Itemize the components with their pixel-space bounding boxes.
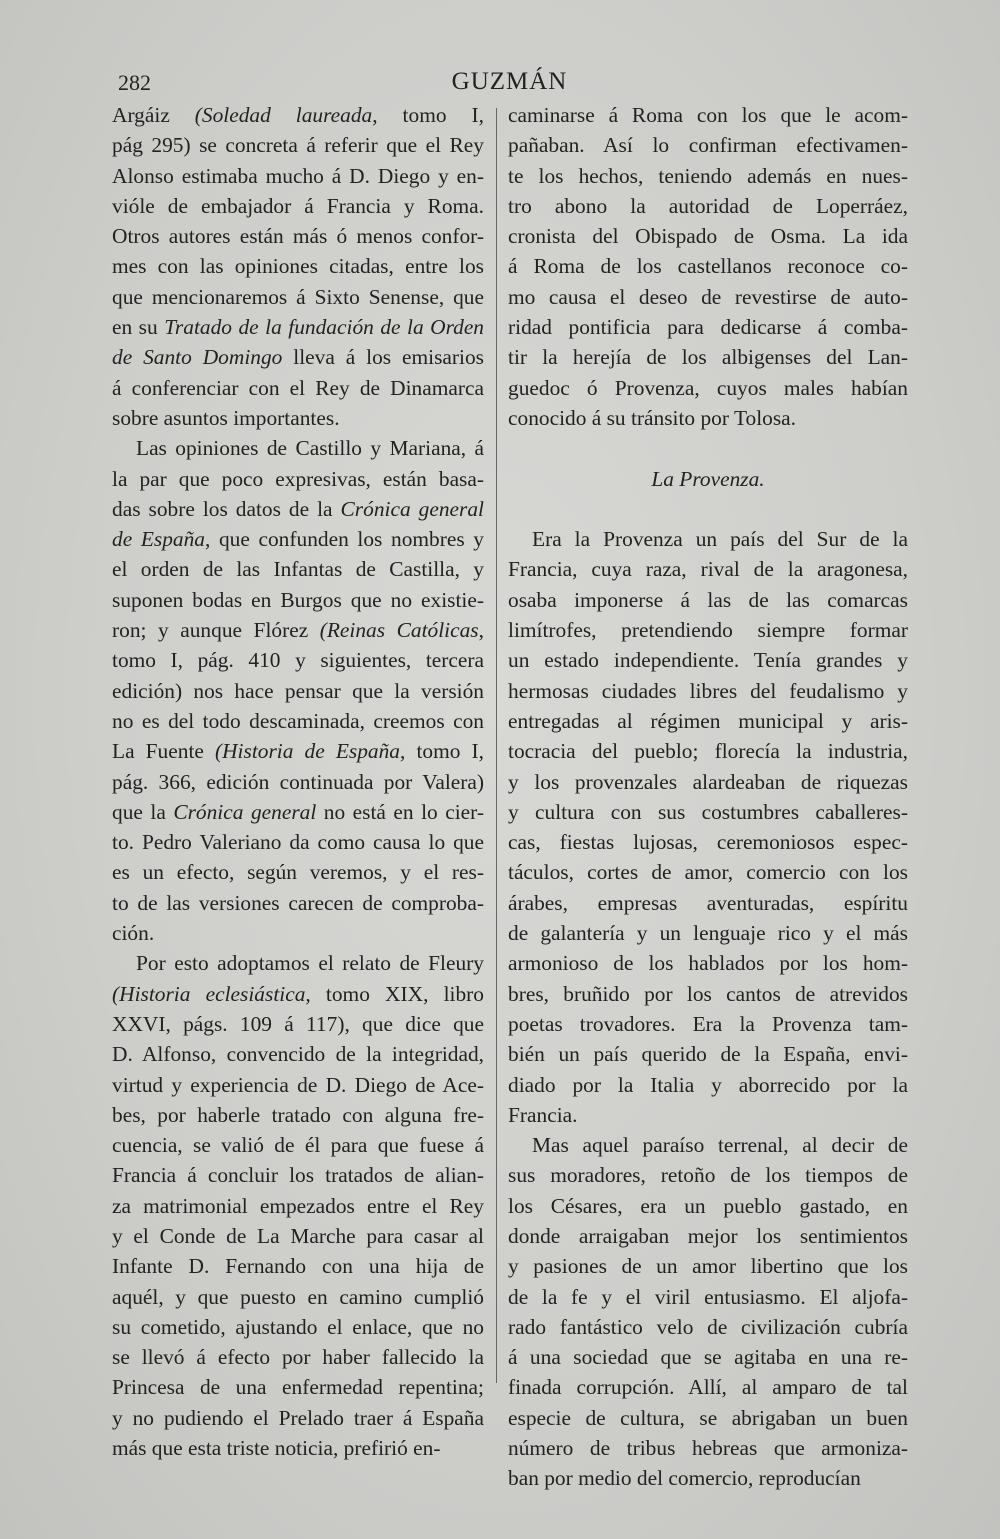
right-column-line: y pasiones de un amor libertino que los xyxy=(508,1254,908,1279)
left-column-line: á conferenciar con el Rey de Dinamarca xyxy=(112,375,484,400)
right-column-line: conocido á su tránsito por Tolosa. xyxy=(508,405,797,430)
right-column-line: te los hechos, teniendo además en nues- xyxy=(508,163,908,188)
right-column-line: rado fantástico velo de civilización cubría xyxy=(508,1314,908,1339)
left-column-line: es un efecto, según veremos, y el res- xyxy=(112,860,484,885)
right-column-line: La Provenza. xyxy=(651,466,765,491)
right-column-line: de la fe y el viril entusiasmo. El aljofa- xyxy=(508,1284,908,1309)
right-column-line: bres, bruñido por los cantos de atrevidos xyxy=(508,981,908,1006)
left-column-line: Otros autores están más ó menos confor- xyxy=(112,224,484,249)
left-column-line: bes, por haberle tratado con alguna fre- xyxy=(112,1102,484,1127)
left-column-line: Princesa de una enfermedad repentina; xyxy=(112,1375,484,1400)
left-column-line: no es del todo descaminada, creemos con xyxy=(112,708,484,733)
right-column-line: mo causa el deseo de revestirse de auto- xyxy=(508,284,908,309)
right-column-line: guedoc ó Provenza, cuyos males habían xyxy=(508,375,908,400)
left-column-line: la par que poco expresivas, están basa- xyxy=(112,466,484,491)
right-column-line: osaba imponerse á las de las comarcas xyxy=(508,587,908,612)
left-column-line: virtud y experiencia de D. Diego de Ace- xyxy=(112,1072,484,1097)
right-column-line: cronista del Obispado de Osma. La ida xyxy=(508,224,908,249)
left-column-line: XXVI, págs. 109 á 117), que dice que xyxy=(112,1011,484,1036)
left-column-line: y no pudiendo el Prelado traer á España xyxy=(112,1405,484,1430)
right-column-line: Era la Provenza un país del Sur de la xyxy=(532,527,908,552)
right-column-line: tocracia del pueblo; florecía la industria, xyxy=(508,739,908,764)
right-column-line: limítrofes, pretendiendo siempre formar xyxy=(508,618,908,643)
right-column-line: tro abono la autoridad de Loperráez, xyxy=(508,193,908,218)
left-column-line: de Santo Domingo lleva á los emisarios xyxy=(112,345,484,370)
left-column-line: su cometido, ajustando el enlace, que no xyxy=(112,1314,484,1339)
left-column-line: Alonso estimaba mucho á D. Diego y en- xyxy=(112,163,484,188)
left-column-line: La Fuente (Historia de España, tomo I, xyxy=(112,739,484,764)
running-head: GUZMÁN xyxy=(451,68,568,95)
left-column-line: Francia á concluir los tratados de alian- xyxy=(112,1163,484,1188)
left-column-line: D. Alfonso, convencido de la integridad, xyxy=(112,1042,484,1067)
right-column-line: entregadas al régimen municipal y aris- xyxy=(508,708,908,733)
left-column-line: se llevó á efecto por haber fallecido la xyxy=(112,1345,484,1370)
left-column-line: más que esta triste noticia, prefirió en- xyxy=(112,1436,441,1461)
left-column-line: que la Crónica general no está en lo cier- xyxy=(112,799,484,824)
left-column-line: Las opiniones de Castillo y Mariana, á xyxy=(136,436,484,461)
right-column-line: un estado independiente. Tenía grandes y xyxy=(508,648,908,673)
right-column-line xyxy=(508,494,908,524)
right-column-line: armonioso de los hablados por los hom- xyxy=(508,951,908,976)
left-column-line: suponen bodas en Burgos que no existie- xyxy=(112,587,484,612)
right-column-line: ridad pontificia para dedicarse á comba- xyxy=(508,315,908,340)
right-column-line: y cultura con sus costumbres caballeres- xyxy=(508,799,908,824)
left-column-line: za matrimonial empezados entre el Rey xyxy=(112,1193,484,1218)
left-column-line: y el Conde de La Marche para casar al xyxy=(112,1223,484,1248)
left-column xyxy=(112,100,484,1463)
left-column-line: to. Pedro Valeriano da como causa lo que xyxy=(112,830,484,855)
left-column-line: tomo I, pág. 410 y siguientes, tercera xyxy=(112,648,484,673)
right-column-line: finada corrupción. Allí, al amparo de tal xyxy=(508,1375,908,1400)
right-column-line: diado por la Italia y aborrecido por la xyxy=(508,1072,908,1097)
right-column-line: á una sociedad que se agitaba en una re- xyxy=(508,1345,908,1370)
right-column-line: árabes, empresas aventuradas, espíritu xyxy=(508,890,908,915)
left-column-line: en su Tratado de la fundación de la Orden xyxy=(112,315,485,340)
page-header xyxy=(112,66,907,100)
right-column-line: número de tribus hebreas que armoniza- xyxy=(508,1436,908,1461)
left-column-line: el orden de las Infantas de Castilla, y xyxy=(112,557,484,582)
left-column-line: Infante D. Fernando con una hija de xyxy=(112,1254,484,1279)
right-column-line xyxy=(508,433,908,463)
right-column-line: y los provenzales alardeaban de riquezas xyxy=(508,769,908,794)
right-column xyxy=(508,100,908,1494)
right-column-line: Mas aquel paraíso terrenal, al decir de xyxy=(532,1133,908,1158)
left-column-line: (Historia eclesiástica, tomo XIX, libro xyxy=(112,981,484,1006)
left-column-line: que mencionaremos á Sixto Senense, que xyxy=(112,284,484,309)
left-column-line: pág. 366, edición continuada por Valera) xyxy=(112,769,484,794)
left-column-line: das sobre los datos de la Crónica general xyxy=(112,496,484,521)
left-column-line: sobre asuntos importantes. xyxy=(112,405,340,430)
left-column-line: de España, que confunden los nombres y xyxy=(112,527,484,552)
right-column-line: especie de cultura, se abrigaban un buen xyxy=(508,1405,908,1430)
left-column-line: Por esto adoptamos el relato de Fleury xyxy=(136,951,484,976)
right-column-line: los Césares, era un pueblo gastado, en xyxy=(508,1193,908,1218)
right-column-line: sus moradores, retoño de los tiempos de xyxy=(508,1163,908,1188)
right-column-line: caminarse á Roma con los que le acom- xyxy=(508,103,908,127)
right-column-line: ban por medio del comercio, reproducían xyxy=(508,1466,861,1491)
column-divider xyxy=(496,108,497,1383)
right-column-line: tir la herejía de los albigenses del Lan- xyxy=(508,345,908,370)
left-column-line: to de las versiones carecen de comproba- xyxy=(112,890,484,915)
right-column-line: pañaban. Así lo confirman efectivamen- xyxy=(508,133,908,158)
left-column-line: Argáiz (Soledad laureada, tomo I, xyxy=(112,103,484,127)
left-column-line: mes con las opiniones citadas, entre los xyxy=(112,254,484,279)
left-column-line: ción. xyxy=(112,921,155,946)
left-column-line: cuencia, se valió de él para que fuese á xyxy=(112,1133,484,1158)
left-column-line: ron; y aunque Flórez (Reinas Católicas, xyxy=(112,618,484,643)
left-column-line: vióle de embajador á Francia y Roma. xyxy=(112,193,484,218)
right-column-line: cas, fiestas lujosas, ceremoniosos espec- xyxy=(508,830,908,855)
right-column-line: bién un país querido de la España, envi- xyxy=(508,1042,908,1067)
right-column-line: á Roma de los castellanos reconoce co- xyxy=(508,254,908,279)
left-column-line: pág 295) se concreta á referir que el Rey xyxy=(112,133,484,158)
right-column-line: Francia. xyxy=(508,1102,578,1127)
right-column-line: poetas trovadores. Era la Provenza tam- xyxy=(508,1011,908,1036)
right-column-line: de galantería y un lenguaje rico y el más xyxy=(508,921,908,946)
right-column-line: táculos, cortes de amor, comercio con los xyxy=(508,860,908,885)
right-column-line: Francia, cuya raza, rival de la aragonesa, xyxy=(508,557,908,582)
right-column-line: donde arraigaban mejor los sentimientos xyxy=(508,1223,908,1248)
right-column-line: hermosas ciudades libres del feudalismo y xyxy=(508,678,908,703)
page-number: 282 xyxy=(118,70,151,95)
left-column-line: aquél, y que puesto en camino cumplió xyxy=(112,1284,484,1309)
left-column-line: edición) nos hace pensar que la versión xyxy=(112,678,484,703)
